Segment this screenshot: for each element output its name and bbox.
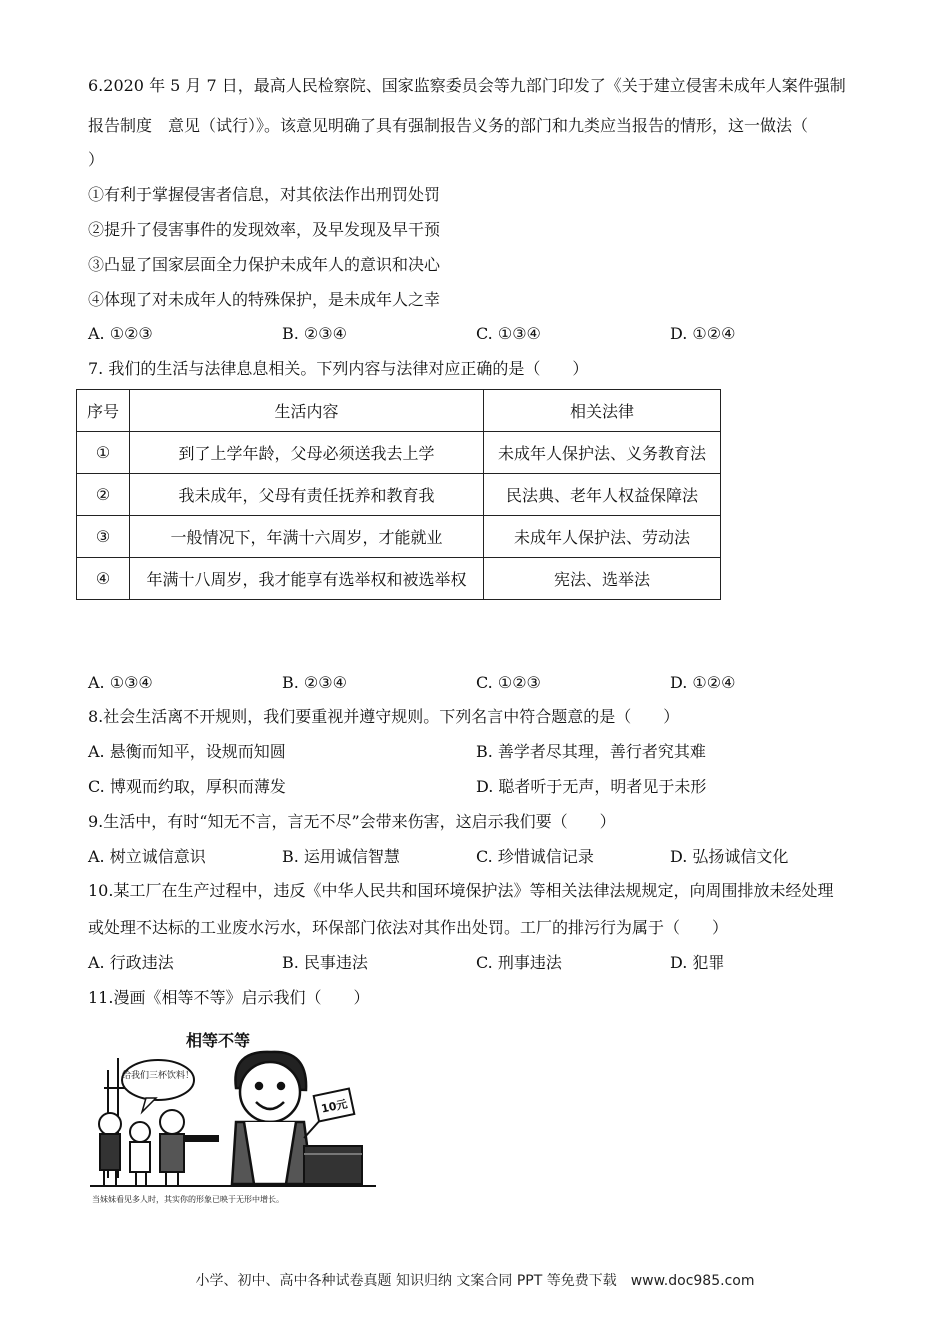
cartoon-image [86,1028,378,1208]
q8-stem: 8.社会生活离不开规则，我们要重视并遵守规则。下列名言中符合题意的是（ ） [88,707,680,726]
q10-option-c: C. 刑事违法 [476,953,562,972]
q6-stem-line3: ） [88,150,105,169]
q8-option-a: A. 悬衡而知平，设规而知圆 [88,742,286,761]
q10-option-b: B. 民事违法 [282,953,368,972]
q6-option-d: D. ①②④ [670,324,736,343]
table-cell: 民法典、老年人权益保障法 [484,474,721,516]
q9-stem: 9.生活中，有时“知无不言，言无不尽”会带来伤害，这启示我们要（ ） [88,812,616,831]
table-header-cell: 相关法律 [484,390,721,432]
table-cell: 宪法、选举法 [484,558,721,600]
table-cell: ④ [77,558,130,600]
table-cell: 未成年人保护法、义务教育法 [484,432,721,474]
cartoon-price-sign: 10元 [320,1097,349,1116]
q8-option-c: C. 博观而约取，厚积而薄发 [88,777,286,796]
q10-option-d: D. 犯罪 [670,953,725,972]
table-header-cell: 生活内容 [130,390,484,432]
table-header-cell: 序号 [77,390,130,432]
q6-option-b: B. ②③④ [282,324,347,343]
table-cell: 到了上学年龄，父母必须送我去上学 [130,432,484,474]
cartoon-title: 相等不等 [186,1031,251,1050]
q6-stem-line2: 报告制度 意见（试行）》。该意见明确了具有强制报告义务的部门和九类应当报告的情形，这一做法（ [88,116,809,135]
table-row [77,516,721,558]
q7-stem: 7. 我们的生活与法律息息相关。下列内容与法律对应正确的是（ ） [88,359,589,378]
q10-stem-line1: 10.某工厂在生产过程中，违反《中华人民共和国环境保护法》等相关法律法规规定，向周围排放未经处理 [88,881,834,900]
q10-stem-line2: 或处理不达标的工业废水污水，环保部门依法对其作出处罚。工厂的排污行为属于（ ） [88,918,729,937]
table-cell: ① [77,432,130,474]
q6-option-a: A. ①②③ [88,324,153,343]
q6-statement-4: ④体现了对未成年人的特殊保护，是未成年人之幸 [88,290,441,309]
page-footer: 小学、初中、高中各种试卷真题 知识归纳 文案合同 PPT 等免费下载 www.doc985.com [195,1273,755,1289]
q9-option-c: C. 珍惜诚信记录 [476,847,594,866]
table-cell: 未成年人保护法、劳动法 [484,516,721,558]
q7-option-c: C. ①②③ [476,673,541,692]
q11-stem: 11.漫画《相等不等》启示我们（ ） [88,988,370,1007]
cartoon-speech: 给我们三杯饮料！ [121,1071,195,1081]
q9-option-b: B. 运用诚信智慧 [282,847,400,866]
table-row [77,558,721,600]
q8-option-b: B. 善学者尽其理，善行者究其难 [476,742,706,761]
q6-option-c: C. ①③④ [476,324,541,343]
table-cell: ③ [77,516,130,558]
table-cell: 我未成年，父母有责任抚养和教育我 [130,474,484,516]
q7-option-b: B. ②③④ [282,673,347,692]
table-cell: 年满十八周岁，我才能享有选举权和被选举权 [130,558,484,600]
q6-statement-1: ①有利于掌握侵害者信息，对其依法作出刑罚处罚 [88,185,441,204]
q10-option-a: A. 行政违法 [88,953,174,972]
table-row [77,432,721,474]
q7-option-a: A. ①③④ [88,673,153,692]
q7-option-d: D. ①②④ [670,673,736,692]
table-cell: 一般情况下，年满十六周岁，才能就业 [130,516,484,558]
table-header-row [77,390,721,432]
q7-table [76,389,721,600]
q6-stem-line1: 6.2020 年 5 月 7 日，最高人民检察院、国家监察委员会等九部门印发了《关于建立侵害未成年人案件强制 [88,76,846,95]
table-row [77,474,721,516]
table-cell: ② [77,474,130,516]
q8-option-d: D. 聪者听于无声，明者见于未形 [476,777,707,796]
q6-statement-2: ②提升了侵害事件的发现效率，及早发现及早干预 [88,220,441,239]
cartoon-caption: 当妹妹看见多人时，其实你的形象已映于无形中增长。 [92,1195,284,1204]
q9-option-a: A. 树立诚信意识 [88,847,206,866]
q9-option-d: D. 弘扬诚信文化 [670,847,789,866]
q6-statement-3: ③凸显了国家层面全力保护未成年人的意识和决心 [88,255,441,274]
